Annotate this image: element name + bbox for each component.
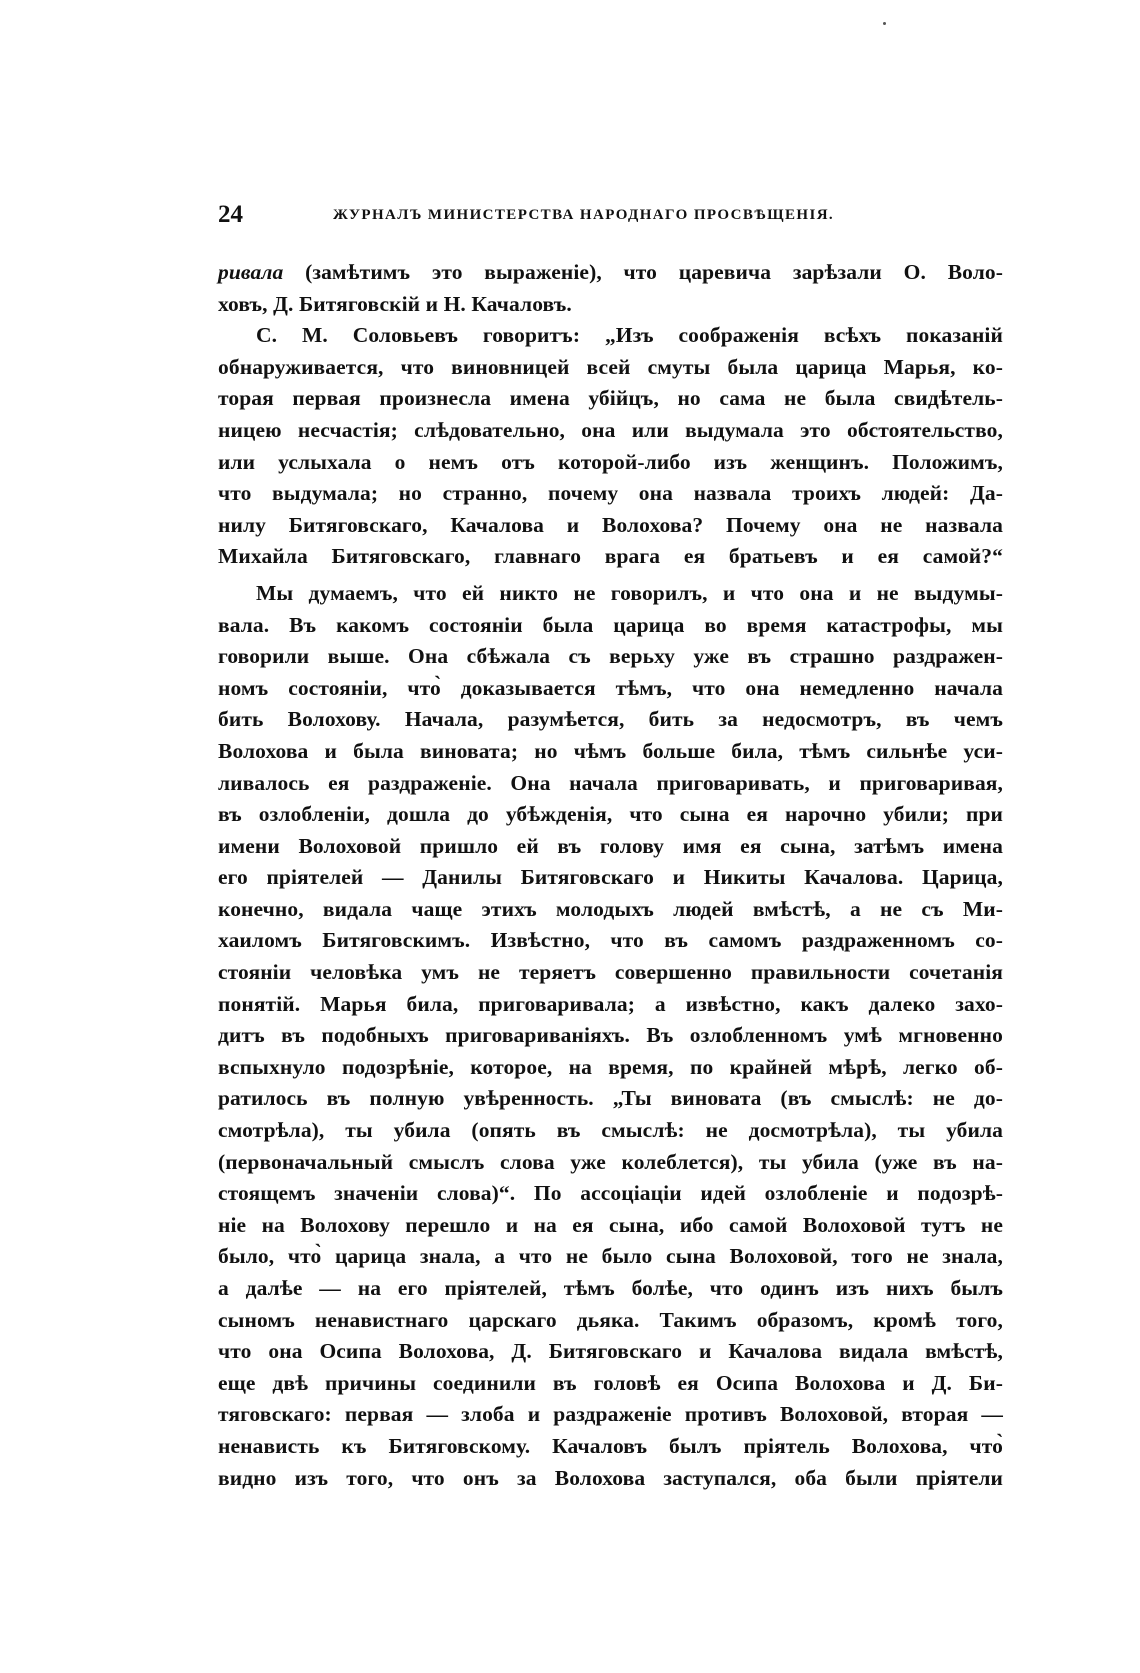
text-line: видно изъ того, что онъ за Волохова заступался, оба были пріятели — [218, 1465, 1003, 1490]
text-line: ливалось ея раздраженіе. Она начала приговаривать, и приговаривая, — [218, 770, 1003, 795]
text-line: стояніи человѣка умъ не теряетъ совершенно правильности сочетанія — [218, 960, 1003, 985]
text-line: ненависть къ Битяговскому. Качаловъ былъ пріятель Волохова, что̀ — [218, 1433, 1003, 1458]
text-line: еще двѣ причины соединили въ головѣ ея Осипа Волохова и Д. Би- — [218, 1370, 1003, 1395]
paragraph-first-line: С. М. Соловьевъ говоритъ: „Изъ соображенія всѣхъ показаній — [256, 323, 1003, 348]
text-line: понятій. Марья била, приговаривала; а извѣстно, какъ далеко захо- — [218, 991, 1003, 1016]
text-line: номъ состояніи, что̀ доказывается тѣмъ, что она немедленно начала — [218, 675, 1003, 700]
scan-speck — [883, 22, 886, 25]
text-line — [218, 257, 1003, 289]
text-line: Волохова и была виновата; но чѣмъ больше била, тѣмъ сильнѣе уси- — [218, 738, 1003, 763]
text-line: дитъ въ подобныхъ приговариваніяхъ. Въ озлобленномъ умѣ мгновенно — [218, 1023, 1003, 1048]
text-line: вспыхнуло подозрѣніе, которое, на время, по крайней мѣрѣ, легко об- — [218, 1054, 1003, 1079]
text-line: бить Волохову. Начала, разумѣется, бить за недосмотръ, въ чемъ — [218, 707, 1003, 732]
text-line: ніе на Волохову перешло и на ея сына, ибо самой Волоховой тутъ не — [218, 1212, 1003, 1237]
text-line: ховъ, Д. Битяговскій и Н. Качаловъ. — [218, 291, 572, 316]
paragraph-first-line: Мы думаемъ, что ей никто не говорилъ, и что она и не выдумы- — [256, 580, 1003, 605]
text-line: ницею несчастія; слѣдовательно, она или выдумала это обстоятельство, — [218, 417, 1003, 442]
text-line: въ озлобленіи, дошла до убѣжденія, что сына ея нарочно убили; при — [218, 802, 1003, 827]
text-line: его пріятелей — Данилы Битяговскаго и Никиты Качалова. Царица, — [218, 865, 1003, 890]
body-text — [218, 257, 1003, 1494]
page-number: 24 — [218, 201, 243, 228]
text-line: было, что̀ царица знала, а что не было сына Волоховой, того не знала, — [218, 1244, 1003, 1269]
text-line: хаиломъ Битяговскимъ. Извѣстно, что въ самомъ раздраженномъ со- — [218, 928, 1003, 953]
text-line: сыномъ ненавистнаго царскаго дьяка. Такимъ образомъ, кромѣ того, — [218, 1307, 1003, 1332]
text-line: стоящемъ значеніи слова)“. По ассоціаціи идей озлобленіе и подозрѣ- — [218, 1181, 1003, 1206]
text-line: имени Волоховой пришло ей въ голову имя ея сына, затѣмъ имена — [218, 833, 1003, 858]
italic-word: ривала — [218, 260, 284, 284]
text-fragment: (замѣтимъ это выраженіе), что царевича зарѣзали О. Воло- — [283, 260, 1003, 284]
page-header — [218, 200, 1000, 230]
text-line: смотрѣла), ты убила (опять въ смыслѣ: не досмотрѣла), ты убила — [218, 1118, 1003, 1143]
text-line: нилу Битяговскаго, Качалова и Волохова? Почему она не назвала — [218, 512, 1003, 537]
text-line: обнаруживается, что виновницей всей смуты была царица Марья, ко- — [218, 354, 1003, 379]
text-line: (первоначальный смыслъ слова уже колеблется), ты убила (уже въ на- — [218, 1149, 1003, 1174]
text-line: Михайла Битяговскаго, главнаго врага ея братьевъ и ея самой?“ — [218, 544, 1003, 569]
text-line: торая первая произнесла имена убійцъ, но сама не была свидѣтель- — [218, 386, 1003, 411]
text-line: тяговскаго: первая — злоба и раздраженіе противъ Волоховой, вторая — — [218, 1402, 1003, 1427]
text-line: конечно, видала чаще этихъ молодыхъ людей вмѣстѣ, а не съ Ми- — [218, 896, 1003, 921]
text-line: говорили выше. Она сбѣжала съ верьху уже въ страшно раздражен- — [218, 644, 1003, 669]
text-line: или услыхала о немъ отъ которой-либо изъ женщинъ. Положимъ, — [218, 449, 1003, 474]
text-line: а далѣе — на его пріятелей, тѣмъ болѣе, что одинъ изъ нихъ былъ — [218, 1276, 1003, 1300]
text-line: ратилось въ полную увѣренность. „Ты виновата (въ смыслѣ: не до- — [218, 1086, 1003, 1111]
text-line: что выдумала; но странно, почему она назвала троихъ людей: Да- — [218, 481, 1003, 506]
running-title: ЖУРНАЛЪ МИНИСТЕРСТВА НАРОДНАГО ПРОСВѢЩЕНІЯ. — [333, 207, 835, 223]
text-line: что она Осипа Волохова, Д. Битяговскаго и Качалова видала вмѣстѣ, — [218, 1339, 1003, 1364]
text-line: вала. Въ какомъ состояніи была царица во время катастрофы, мы — [218, 612, 1003, 637]
